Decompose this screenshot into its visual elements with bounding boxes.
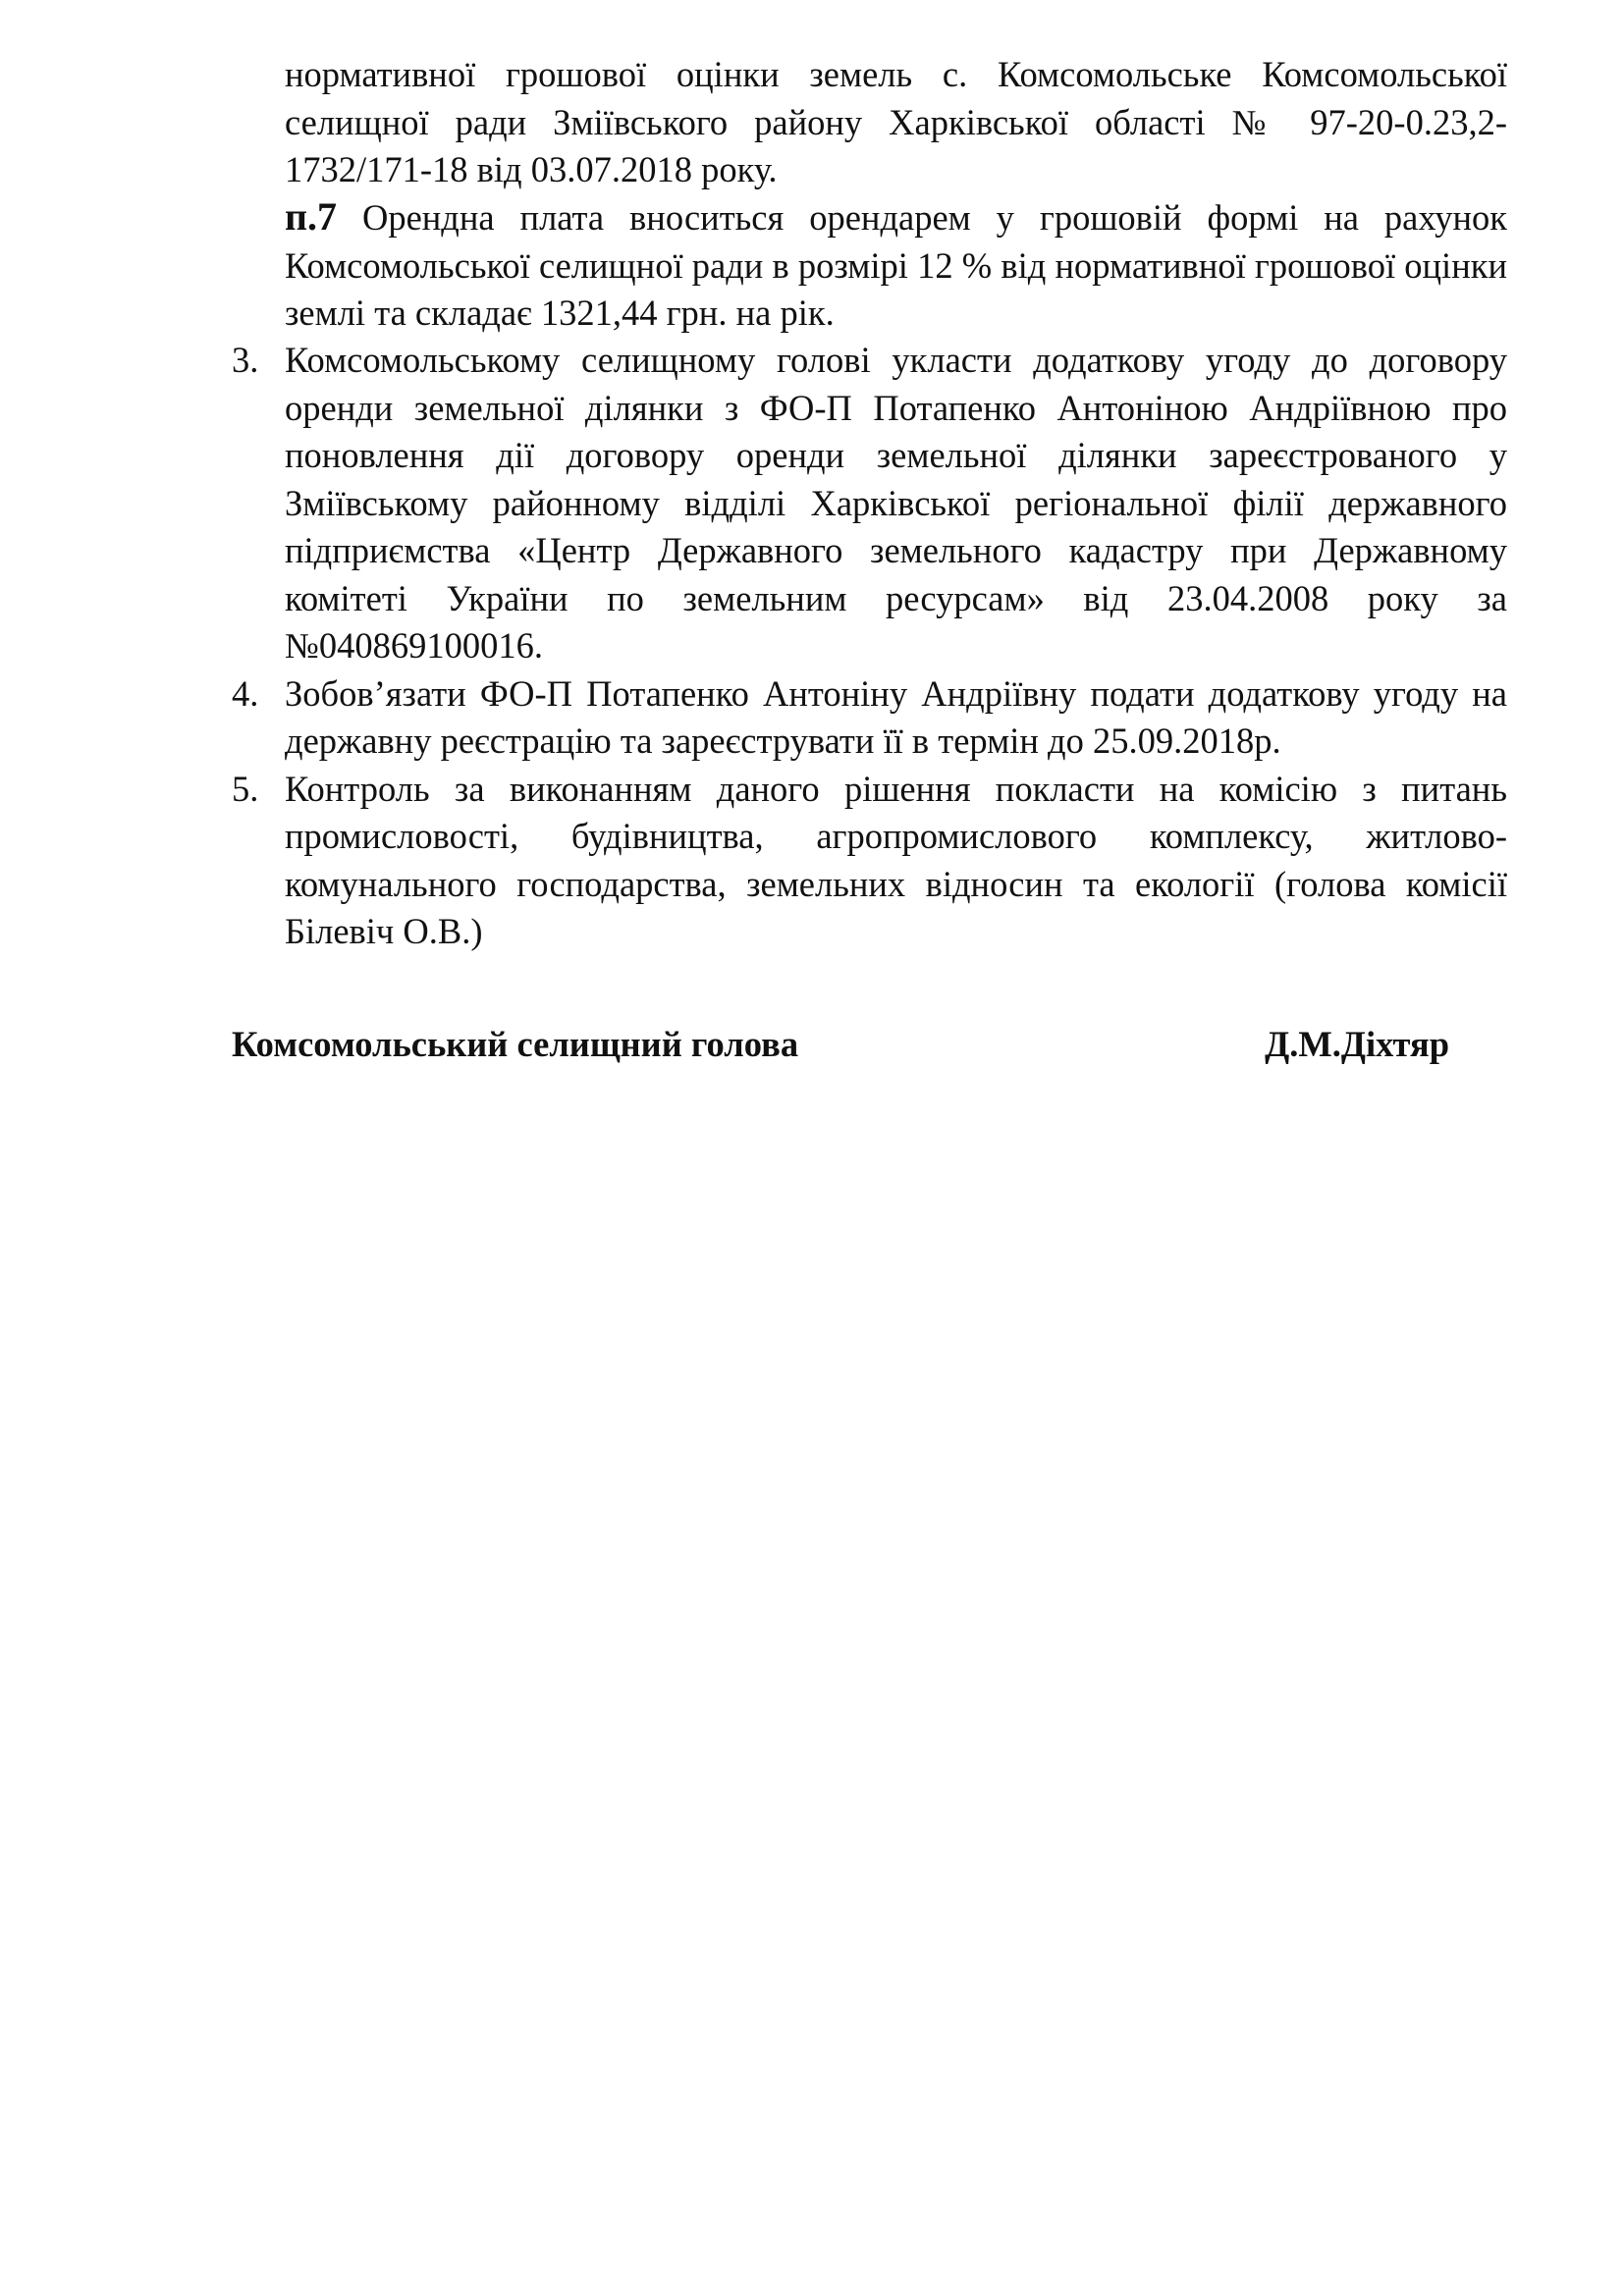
paragraph-7-label: п.7 xyxy=(285,194,338,239)
list-item-number: 3. xyxy=(232,340,259,380)
list-item-text: Контроль за виконанням даного рішення покласти на комісію з питань промисловості, будівництва, агропромислового комплексу, житлово-комунального господарства, земельних відносин та екології (голова комісії Білевіч О.В.) xyxy=(285,768,1507,951)
list-item-text: Зобов’язати ФО-П Потапенко Антоніну Андріївну подати додаткову угоду на державну реєстрацію та зареєструвати її в термін до 25.09.2018р. xyxy=(285,672,1507,761)
paragraph-7-text: Орендна плата вноситься орендарем у грошовій формі на рахунок Комсомольської селищної ради в розмірі 12 % від нормативної грошової оцінки землі та складає 1321,44 грн. на рік. xyxy=(285,197,1507,333)
list-item xyxy=(232,670,1507,766)
numbered-list xyxy=(232,337,1507,956)
list-item-text: Комсомольському селищному голові укласти додаткову угоду до договору оренди земельної ділянки з ФО-П Потапенко Антоніною Андріївною про поновлення дії договору оренди земельної ділянки зареєстрованого у Зміївському районному відділі Харківської регіональної філії державного підприємства «Центр Державного земельного кадастру при Державному комітеті України по земельним ресурсам» від 23.04.2008 року за №040869100016. xyxy=(285,340,1507,666)
list-item-number: 4. xyxy=(232,672,259,714)
signature-name: Д.М.Діхтяр xyxy=(1265,1024,1449,1064)
continuation-paragraph: нормативної грошової оцінки земель с. Комсомольське Комсомольської селищної ради Зміївського району Харківської області № 97-20-0.23,2-1732/171-18 від 03.07.2018 року. xyxy=(285,54,1507,189)
list-item xyxy=(232,766,1507,956)
paragraph-7 xyxy=(285,193,1507,338)
list-item xyxy=(232,337,1507,670)
list-item-number: 5. xyxy=(232,768,259,809)
signature-title: Комсомольський селищний голова xyxy=(232,1024,799,1064)
